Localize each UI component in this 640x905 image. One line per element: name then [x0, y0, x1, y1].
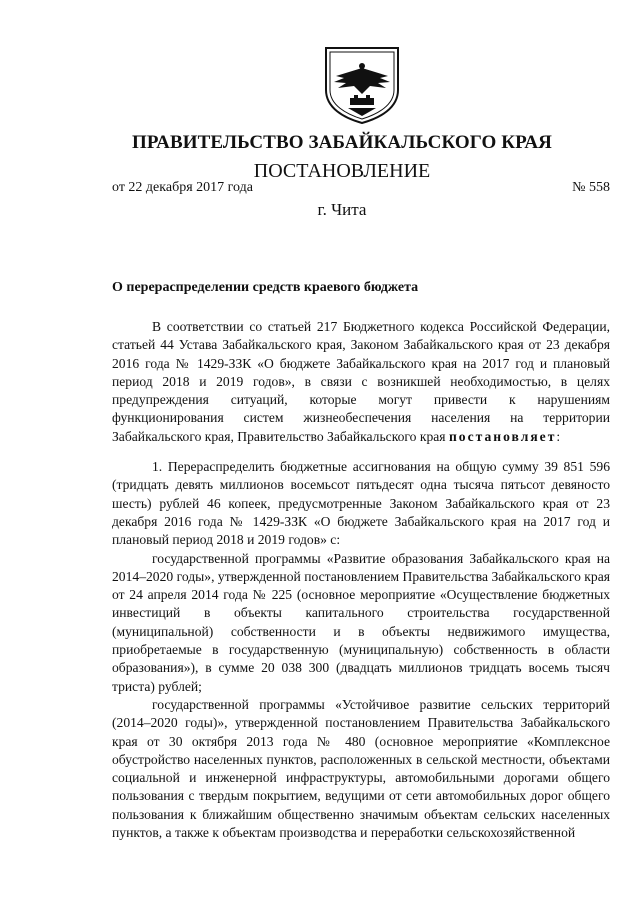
document-type: ПОСТАНОВЛЕНИЕ: [253, 160, 431, 182]
preamble-paragraph: [112, 318, 610, 446]
item-3-paragraph: государственной программы «Устойчивое развитие сельских территорий (2014–2020 годы)», утвержденной постановлением Правительства Забайкальского края от 30 октября 2013 года № 480 (основное мероприятие «Комплексное обустройство населенных пунктов, расположенных в сельской местности, объектами социальной и инженерной инфраструктуры, автомобильными дорогами общего пользования с твердым покрытием, ведущими от сети автомобильных дорог общего пользования к ближайшим общественно значимым объектам сельских населенных пунктов, а также к объектам производства и переработки сельскохозяйственной: [112, 696, 610, 841]
resolves-word: постановляет: [448, 428, 557, 444]
resolves-colon: :: [556, 428, 561, 444]
preamble-text: В соответствии со статьей 217 Бюджетного кодекса Российской Федерации, статьей 44 Устава Забайкальского края, Законом Забайкальского края от 23 декабря 2016 года № 1429-ЗЗК «О бюджете Забайкальского края на 2017 год и плановый период 2018 и 2019 годов», в связи с возникшей необходимостью, в целях предупреждения ситуаций, которые могут привести к нарушениям функционирования систем жизнеобеспечения населения на территории Забайкальского края, Правительство Забайкальского края: [112, 319, 610, 444]
document-city: г. Чита: [317, 200, 367, 219]
document-subject: О перераспределении средств краевого бюджета: [112, 280, 419, 295]
document-body: [112, 318, 610, 842]
item-2-paragraph: государственной программы «Развитие образования Забайкальского края на 2014–2020 годы», утвержденной постановлением Правительства Забайкальского края от 24 апреля 2014 года № 225 (основное мероприятие «Осуществление бюджетных инвестиций в объекты капитального строительства государственной (муниципальной) собственности и в объекты недвижимого имущества, приобретаемые в государственную (муниципальную) собственность в области образования»), в сумме 20 038 300 (двадцать миллионов тридцать восемь тысяч триста) рублей;: [112, 550, 610, 694]
document-date: от 22 декабря 2017 года: [112, 180, 253, 195]
item-1-paragraph: 1. Перераспределить бюджетные ассигнования на общую сумму 39 851 596 (тридцать девять миллионов восемьсот пятьдесят одна тысяча пятьсот девяносто шесть) рублей 46 копеек, предусмотренные Законом Забайкальского края от 23 декабря 2016 года № 1429-ЗЗК «О бюджете Забайкальского края на 2017 год и плановый период 2018 и 2019 годов» с:: [112, 459, 610, 548]
government-title: ПРАВИТЕЛЬСТВО ЗАБАЙКАЛЬСКОГО КРАЯ: [131, 132, 552, 153]
coat-of-arms-icon: [322, 46, 402, 124]
document-number: № 558: [572, 180, 610, 195]
